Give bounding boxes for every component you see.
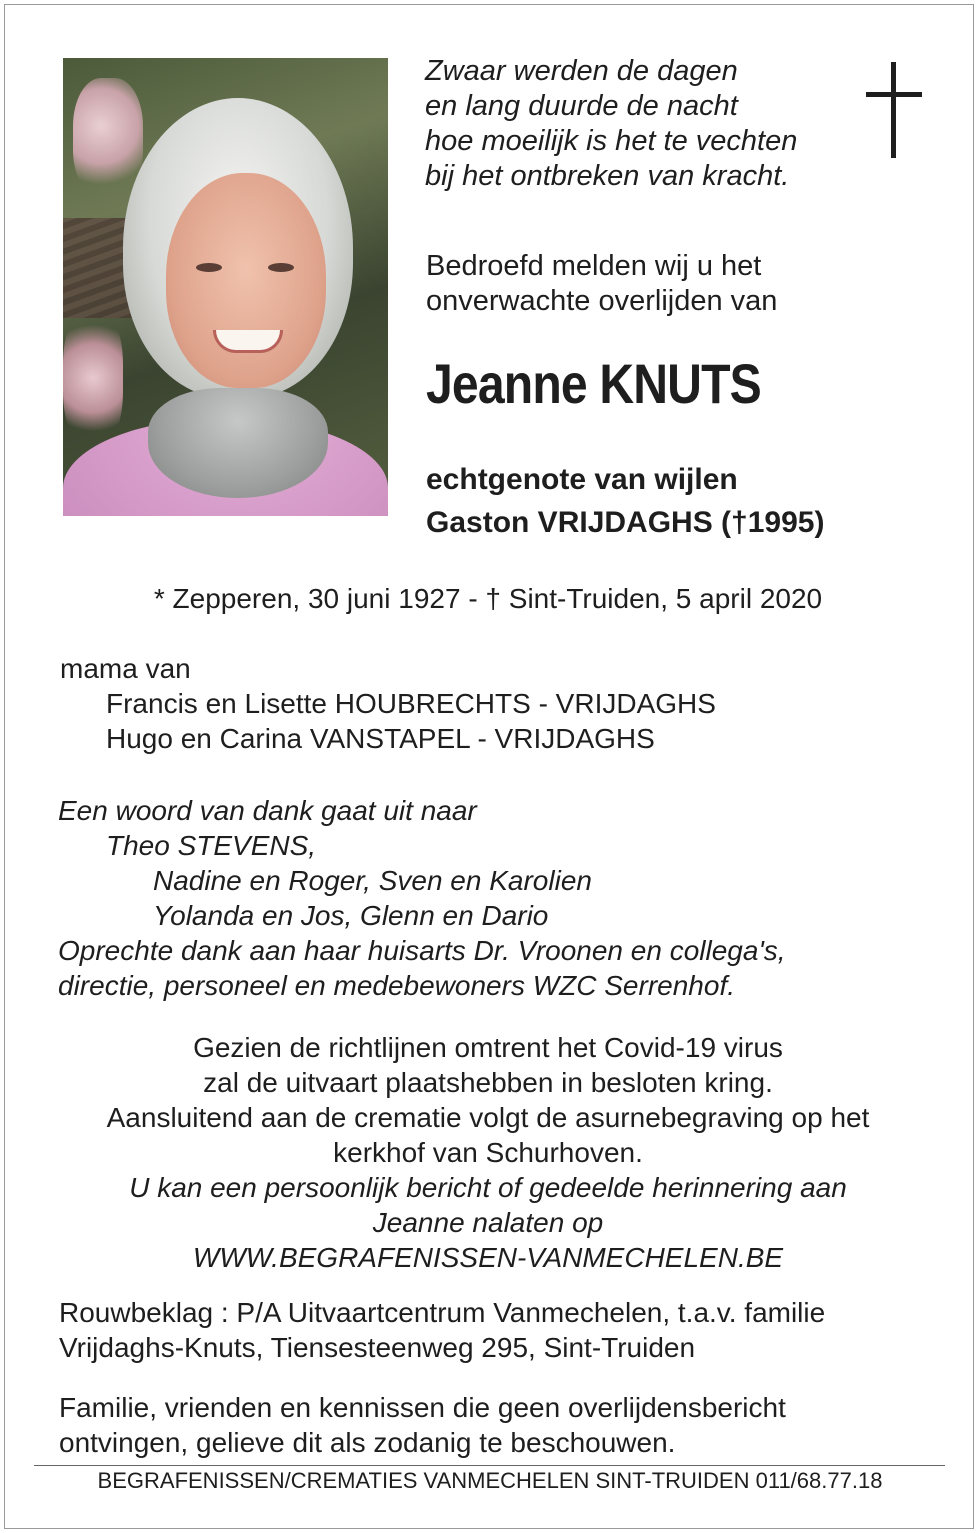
- notice-line: ontvingen, gelieve dit als zodanig te beschouwen.: [59, 1427, 676, 1458]
- portrait-photo: [63, 58, 388, 516]
- family-intro: mama van: [60, 653, 191, 684]
- thanks-relatives: Yolanda en Jos, Glenn en Dario: [153, 900, 549, 931]
- online-line: Jeanne nalaten op: [372, 1207, 604, 1238]
- announcement-line: Bedroefd melden wij u het: [426, 250, 762, 282]
- funeral-line: Aansluitend aan de crematie volgt de asurnebegraving op het: [106, 1102, 870, 1133]
- funeral-line: zal de uitvaart plaatshebben in besloten kring.: [203, 1067, 773, 1098]
- thanks-person: Theo STEVENS,: [106, 830, 317, 861]
- thanks-sincere: directie, personeel en medebewoners WZC Serrenhof.: [58, 970, 736, 1001]
- child-line: Hugo en Carina VANSTAPEL - VRIJDAGHS: [106, 723, 655, 754]
- funeral-line: kerkhof van Schurhoven.: [333, 1137, 643, 1168]
- thanks-intro: Een woord van dank gaat uit naar: [58, 795, 477, 826]
- thanks-sincere: Oprechte dank aan haar huisarts Dr. Vroonen en collega's,: [58, 935, 786, 966]
- footer-divider: [34, 1465, 945, 1466]
- spouse-line: Gaston VRIJDAGHS (†1995): [426, 506, 825, 539]
- spouse-line: echtgenote van wijlen: [426, 463, 738, 496]
- poem-line: en lang duurde de nacht: [425, 90, 738, 122]
- funeral-line: Gezien de richtlijnen omtrent het Covid-19 virus: [193, 1032, 783, 1063]
- thanks-relatives: Nadine en Roger, Sven en Karolien: [153, 865, 592, 896]
- announcement-line: onverwachte overlijden van: [426, 285, 778, 317]
- child-line: Francis en Lisette HOUBRECHTS - VRIJDAGHS: [106, 688, 716, 719]
- address-line: Rouwbeklag : P/A Uitvaartcentrum Vanmechelen, t.a.v. familie: [59, 1297, 826, 1328]
- notice-line: Familie, vrienden en kennissen die geen overlijdensbericht: [59, 1392, 786, 1423]
- deceased-name: Jeanne KNUTS: [426, 352, 761, 415]
- poem-line: hoe moeilijk is het te vechten: [425, 125, 798, 157]
- poem-line: bij het ontbreken van kracht.: [425, 160, 790, 192]
- address-line: Vrijdaghs-Knuts, Tiensesteenweg 295, Sint-Truiden: [59, 1332, 696, 1363]
- online-line: U kan een persoonlijk bericht of gedeelde herinnering aan: [129, 1172, 847, 1203]
- poem-line: Zwaar werden de dagen: [425, 55, 738, 87]
- website-link[interactable]: WWW.BEGRAFENISSEN-VANMECHELEN.BE: [192, 1242, 784, 1273]
- footer-funeral-home: BEGRAFENISSEN/CREMATIES VANMECHELEN SINT-TRUIDEN 011/68.77.18: [97, 1468, 883, 1493]
- birth-death-dates: * Zepperen, 30 juni 1927 - † Sint-Truiden, 5 april 2020: [153, 583, 823, 614]
